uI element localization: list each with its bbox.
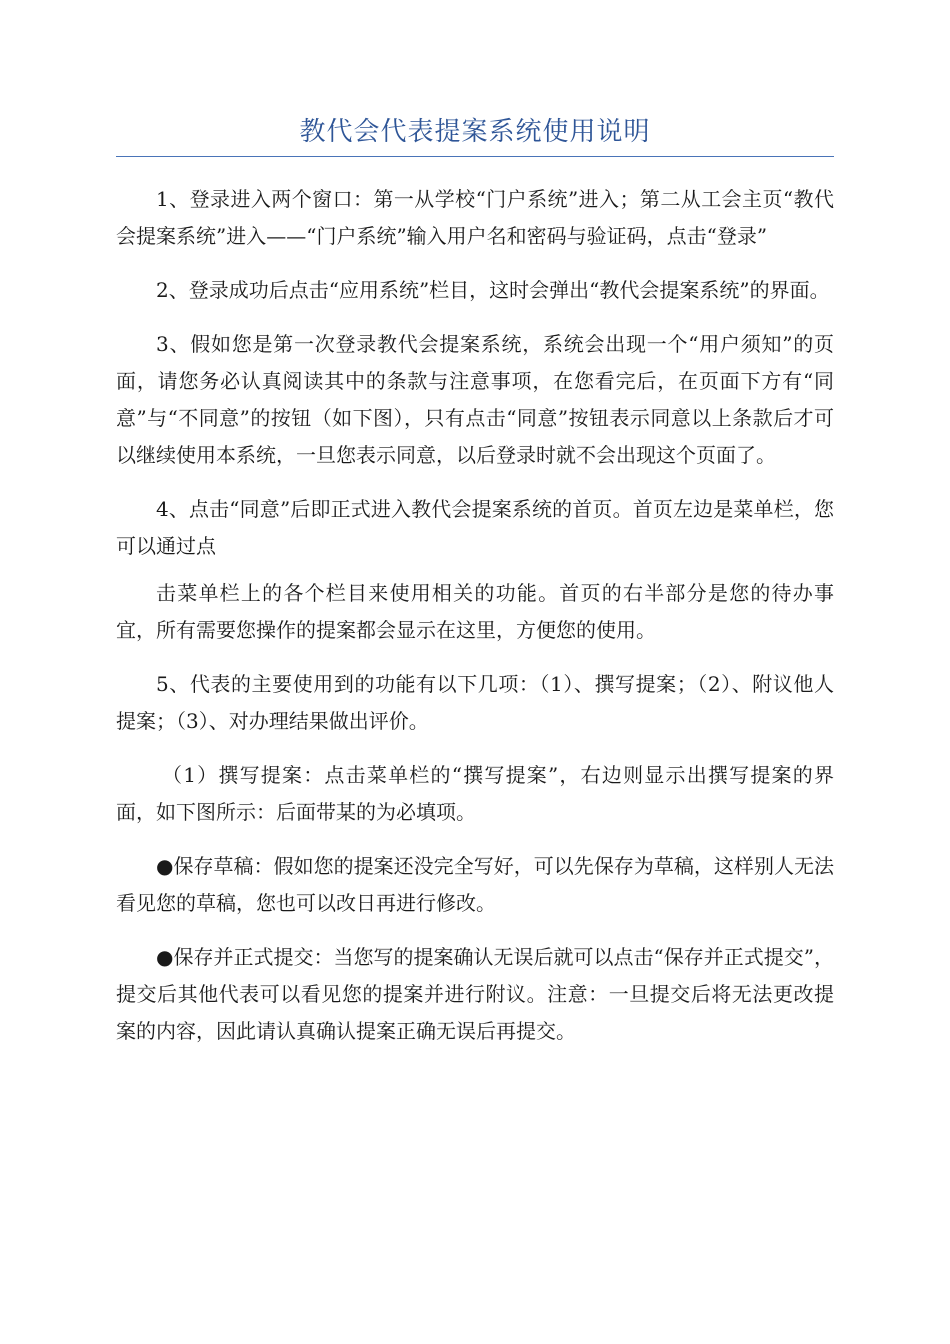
paragraph-main-functions: 5、代表的主要使用到的功能有以下几项：（1）、撰写提案；（2）、附议他人提案；（3）、对办理结果做出评价。 — [116, 672, 834, 733]
paragraph-homepage-menu: 4、点击“同意”后即正式进入教代会提案系统的首页。首页左边是菜单栏，您可以通过点 — [116, 497, 834, 558]
paragraph-login-entry: 1、登录进入两个窗口：第一从学校“门户系统”进入；第二从工会主页“教代会提案系统”进入——“门户系统”输入用户名和密码与验证码，点击“登录” — [116, 187, 834, 248]
document-title: 教代会代表提案系统使用说明 — [116, 110, 834, 157]
paragraph-write-proposal: （1）撰写提案：点击菜单栏的“撰写提案”，右边则显示出撰写提案的界面，如下图所示：后面带某的为必填项。 — [116, 763, 834, 824]
paragraph-user-notice: 3、假如您是第一次登录教代会提案系统，系统会出现一个“用户须知”的页面，请您务必认真阅读其中的条款与注意事项，在您看完后，在页面下方有“同意”与“不同意”的按钮（如下图），只有点击“同意”按钮表示同意以上条款后才可以继续使用本系统，一旦您表示同意，以后登录时就不会出现这个页面了。 — [116, 332, 834, 467]
paragraph-save-submit: ●保存并正式提交：当您写的提案确认无误后就可以点击“保存并正式提交”，提交后其他代表可以看见您的提案并进行附议。注意：一旦提交后将无法更改提案的内容，因此请认真确认提案正确无误后再提交。 — [116, 945, 834, 1043]
paragraph-application-system: 2、登录成功后点击“应用系统”栏目，这时会弹出“教代会提案系统”的界面。 — [156, 278, 830, 302]
paragraph-menu-functions: 击菜单栏上的各个栏目来使用相关的功能。首页的右半部分是您的待办事宜，所有需要您操作的提案都会显示在这里，方便您的使用。 — [116, 581, 834, 642]
document-page — [116, 110, 834, 1067]
paragraph-save-draft: ●保存草稿：假如您的提案还没完全写好，可以先保存为草稿，这样别人无法看见您的草稿，您也可以改日再进行修改。 — [116, 854, 834, 915]
